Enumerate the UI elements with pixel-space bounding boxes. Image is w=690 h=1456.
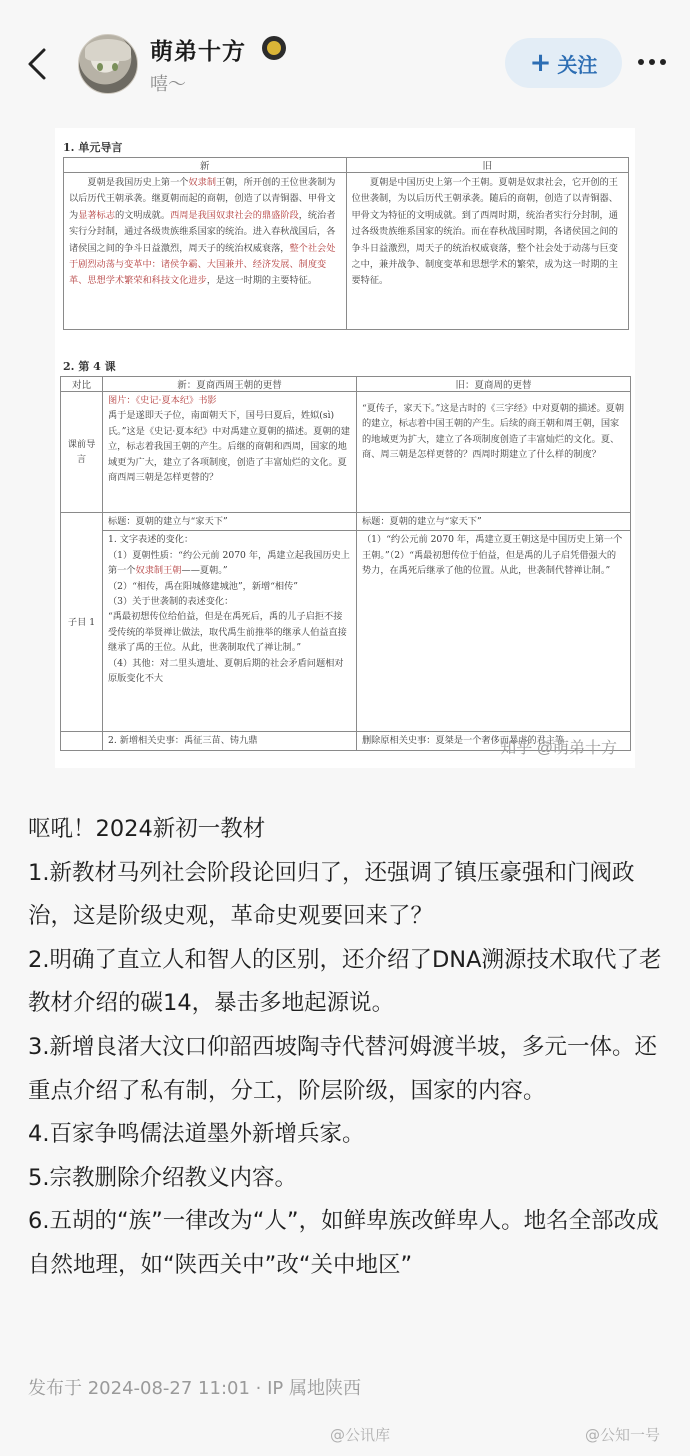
section1-title: 1. 单元导言 bbox=[63, 141, 123, 154]
highlighted-text: 显著标志 bbox=[78, 209, 115, 221]
highlighted-text: 阶段 bbox=[280, 209, 299, 221]
text-run: 王朝，所开创的王位世袭制为以后历代王朝承袭。继夏朝而起的商朝，创造了以青铜器、甲骨文为 bbox=[69, 177, 336, 221]
row3-old-text: 删除原相关史事：夏桀是一个奢侈而暴虐的君主等 bbox=[357, 732, 631, 750]
col-old-header: 旧 bbox=[346, 158, 629, 173]
bottom-watermark: @公讯库 bbox=[330, 1426, 391, 1444]
text-run: 夏朝是我国历史上第一个 bbox=[87, 177, 189, 188]
text-run: （3）关于世袭制的表述变化： bbox=[108, 596, 234, 608]
verified-badge-icon bbox=[262, 36, 286, 60]
post-image[interactable] bbox=[55, 128, 635, 768]
row2-new-title: 标题：夏朝的建立与“家天下” bbox=[103, 513, 356, 531]
image-watermark: 知乎 @萌弟十方 bbox=[500, 740, 617, 757]
table1-new-text bbox=[69, 175, 341, 290]
highlighted-text: 图片：《史记·夏本纪》书影 bbox=[108, 395, 217, 406]
bottom-watermark: @公知一号 bbox=[585, 1426, 661, 1444]
text-run: （1）夏朝性质：“约公元前 2070 年，禹建立起我国历史上第一个 bbox=[108, 549, 350, 577]
text-run: “禹最初想传位给伯益，但是在禹死后，禹的儿子启拒不接受传统的举贤禅让做法，取代禹生前推举的继承人伯益直接继承了禹的王位。从此，世袭制取代了禅让制。” bbox=[108, 611, 347, 654]
header-old: 旧：夏商周的更替 bbox=[357, 377, 631, 392]
header-compare: 对比 bbox=[61, 377, 103, 392]
text-run: 禹于是遂即天子位，南面朝天下，国号曰夏后，姓姒(sì)氏。”这是《史记·夏本纪》中对禹建立夏朝的描述。夏朝的建立，标志着我国王朝的产生。后继的商朝和西周，国家的地域更为广大，建立了各项制度，创造了丰富灿烂的文化。夏商西周三朝是怎样更替的？ bbox=[108, 410, 350, 484]
row1-old-text: “夏传子，家天下。”这是古时的《三字经》中对夏朝的描述。夏朝的建立，标志着中国王朝的产生。后续的商王朝和周王朝，国家的地域更为扩大，建立了各项制度创造了丰富灿烂的文化。夏、商、周三朝是怎样更替的？西周时期建立了什么样的制度？ bbox=[362, 403, 625, 461]
post-content bbox=[28, 808, 668, 1288]
follow-button[interactable] bbox=[505, 38, 622, 88]
user-bio: 嘻～ bbox=[150, 74, 186, 95]
post-meta: 发布于 2024-08-27 11:01 · IP 属地陕西 bbox=[28, 1378, 361, 1399]
text-run: ——夏朝。” bbox=[181, 565, 228, 577]
table1-old-text: 夏朝是中国历史上第一个王朝。夏朝是奴隶社会，它开创的王位世袭制，为以后历代王朝承袭。随后的商朝，创造了以青铜器、甲骨文为特征的文明成就。到了西周时期，统治者实行分封制，通过各级贵族维系国家的统治。而在春秋战国时期，各诸侯国之间的争斗日益激烈，周天子的统治权威衰落，整个社会处于动荡与巨变之中，兼并战争、制度变革和思想学术的繁荣，成为这一时期的主要特征。 bbox=[351, 177, 618, 287]
header-new: 新：夏商西周王朝的更替 bbox=[103, 377, 357, 392]
row2-new-text bbox=[103, 531, 356, 731]
highlighted-text: 奴隶制王朝 bbox=[135, 565, 182, 577]
text-run: （4）其他：对二里头遗址、夏朝后期的社会矛盾问题相对原版变化不大 bbox=[108, 657, 344, 685]
comparison-table-1 bbox=[63, 157, 629, 330]
post-header bbox=[0, 0, 690, 125]
row-label-sub1: 子目 1 bbox=[61, 513, 103, 732]
text-run: 的文明成就。 bbox=[114, 209, 171, 221]
post-line: 1.新教材马列社会阶段论回归了，还强调了镇压豪强和门阀政治，这是阶级史观，革命史观要回来了？ bbox=[28, 859, 635, 930]
post-line: 4.百家争鸣儒法道墨外新增兵家。 bbox=[28, 1121, 365, 1148]
highlighted-text: 整个社会处于剧烈动荡与变革中：诸侯争霸、大国兼并、经济发展、制度变革、思想学术繁荣和科技文化进步 bbox=[69, 242, 336, 287]
more-dots-icon[interactable] bbox=[638, 52, 672, 72]
text-run: （2）“相传，禹在阳城修建城池”，新增“相传” bbox=[108, 580, 299, 592]
row3-new-text: 2. 新增相关史事：禹征三苗、铸九鼎 bbox=[103, 732, 357, 750]
text-run: ，是这一时期的主要特征。 bbox=[206, 275, 318, 287]
chevron-left-icon[interactable] bbox=[20, 42, 56, 86]
text-run: 1. 文字表述的变化： bbox=[108, 534, 194, 546]
row2-old-text: （1）“约公元前 2070 年，禹建立夏王朝这是中国历史上第一个王朝。”（2）“禹最初想传位于伯益，但是禹的儿子启凭借强大的势力，在禹死后继承了他的位置。从此，世袭制代替禅让制。” bbox=[362, 534, 623, 577]
highlighted-text: 西周是我国奴隶社会的 bbox=[170, 209, 262, 221]
highlighted-text: 奴隶制 bbox=[188, 177, 217, 188]
post-line: 6.五胡的“族”一律改为“人”，如鲜卑族改鲜卑人。地名全部改成自然地理，如“陕西关中”改“关中地区” bbox=[28, 1208, 659, 1278]
post-line: 2.明确了直立人和智人的区别，还介绍了DNA溯源技术取代了老教材介绍的碳14，暴击多地起源说。 bbox=[28, 946, 662, 1017]
highlighted-text: 鼎盛 bbox=[261, 209, 281, 221]
post-line: 5.宗教删除介绍教义内容。 bbox=[28, 1164, 297, 1191]
col-new-header: 新 bbox=[64, 158, 347, 173]
username[interactable]: 萌弟十方 bbox=[150, 39, 246, 65]
section2-title: 2. 第 4 课 bbox=[63, 360, 116, 373]
row2-old-title: 标题：夏朝的建立与“家天下” bbox=[357, 513, 630, 531]
row1-new-text bbox=[108, 393, 351, 511]
comparison-table-2 bbox=[60, 376, 631, 751]
text-run: ，统治者实行分封制，通过各级贵族维系国家的统治。进入春秋战国后，各诸侯国之间的争斗日益激烈，周天子的统治权威衰落， bbox=[69, 209, 336, 254]
post-line: 呕吼！2024新初一教材 bbox=[28, 816, 266, 842]
follow-label: 关注 bbox=[557, 52, 598, 77]
plus-icon: + bbox=[529, 48, 552, 78]
post-line: 3.新增良渚大汶口仰韶西坡陶寺代替河姆渡半坡，多元一体。还重点介绍了私有制，分工，阶层阶级，国家的内容。 bbox=[28, 1033, 657, 1104]
row-label-intro: 课前导言 bbox=[61, 392, 103, 513]
avatar[interactable] bbox=[78, 34, 138, 94]
